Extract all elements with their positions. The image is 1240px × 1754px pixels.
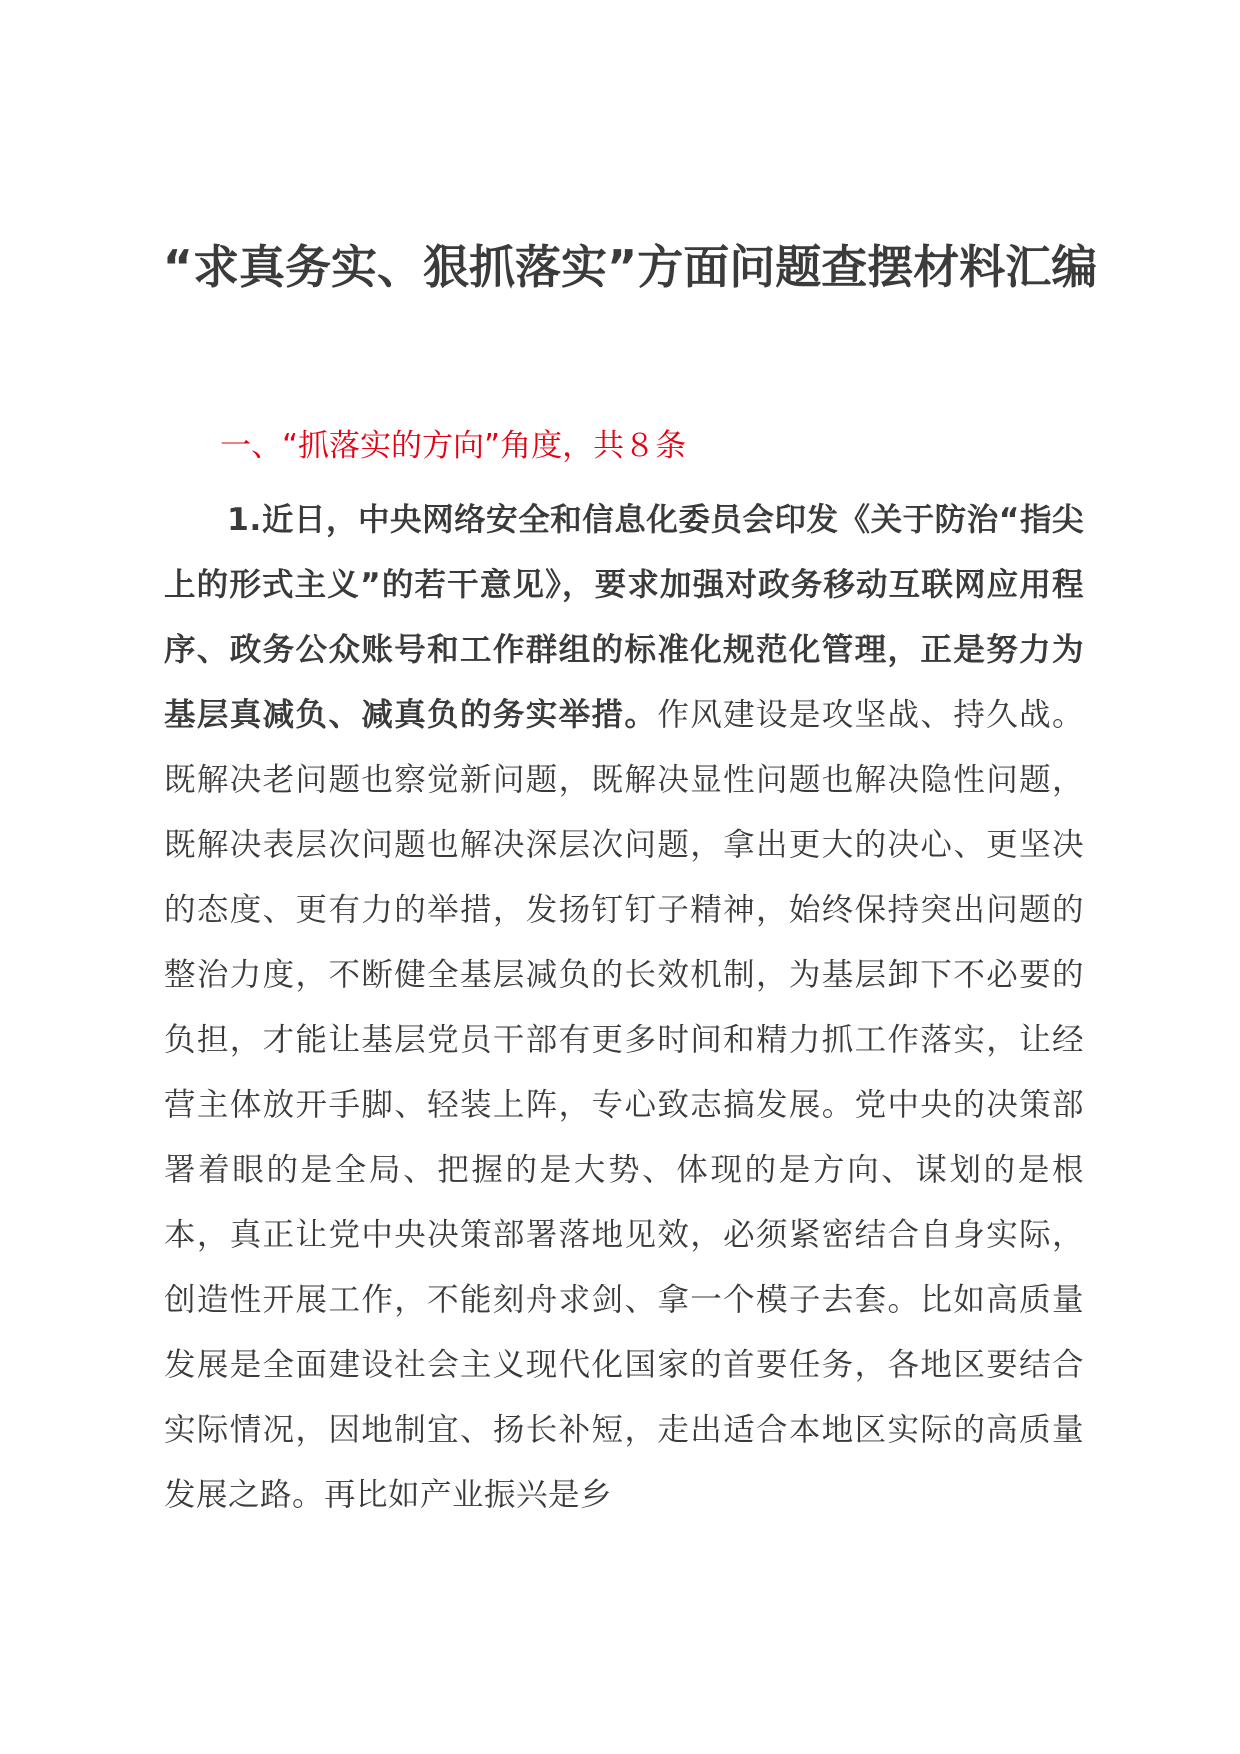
paragraph-lead-bold: 1.近日，中央网络安全和信息化委员会印发《关于防治“指尖上的形式主义”的若干意见》，要求加强对政务移动互联网应用程序、政务公众账号和工作群组的标准化规范化管理，正是努力为基层真减负、减真负的务实举措。 [164,502,1084,733]
paragraph-body: 作风建设是攻坚战、持久战。既解决老问题也察觉新问题，既解决显性问题也解决隐性问题，既解决表层次问题也解决深层次问题，拿出更大的决心、更坚决的态度、更有力的举措，发扬钉钉子精神，始终保持突出问题的整治力度，不断健全基层减负的长效机制，为基层卸下不必要的负担，才能让基层党员干部有更多时间和精力抓工作落实，让经营主体放开手脚、轻装上阵，专心致志搞发展。党中央的决策部署着眼的是全局、把握的是大势、体现的是方向、谋划的是根本，真正让党中央决策部署落地见效，必须紧密结合自身实际，创造性开展工作，不能刻舟求剑、拿一个模子去套。比如高质量发展是全面建设社会主义现代化国家的首要任务，各地区要结合实际情况，因地制宜、扬长补短，走出适合本地区实际的高质量发展之路。再比如产业振兴是乡 [164,697,1084,1513]
section-heading: 一、“抓落实的方向”角度，共８条 [220,428,687,464]
paragraph-1 [164,488,1084,1528]
document-title: “求真务实、狠抓落实”方面问题查摆材料汇编 [162,240,1098,294]
